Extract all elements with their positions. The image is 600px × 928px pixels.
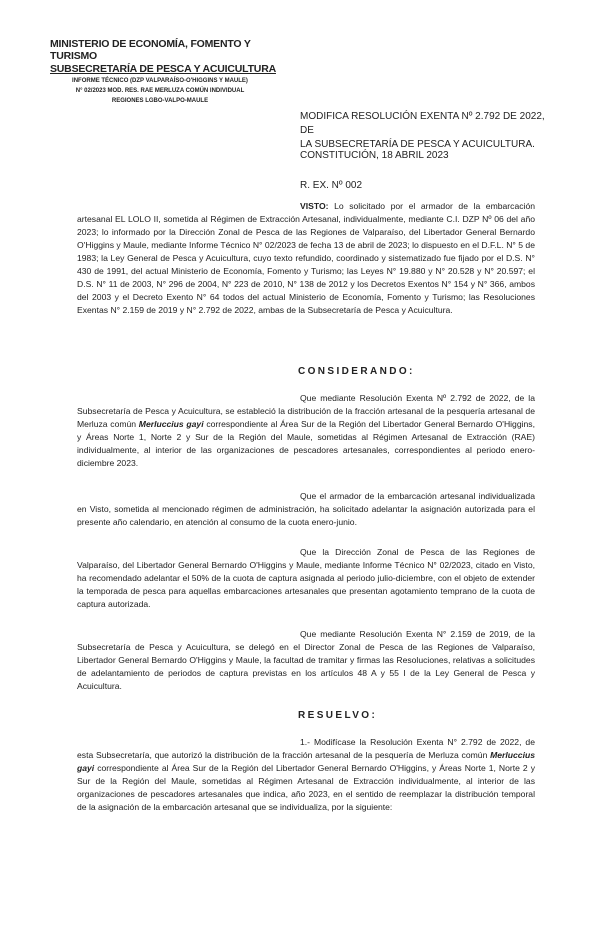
species-name-2: Merluccius gayi (77, 750, 536, 773)
visto-paragraph (77, 200, 535, 317)
letterhead-line-5: REGIONES LGBO-VALPO-MAULE (111, 98, 209, 104)
resuelvo-p1-text-b: correspondiente al Área Sur de la Región del Libertador General Bernardo O'Higgins, y Áreas Norte 1, Norte 2 y Sur de la Región del Maule, sometidas al Régimen Artesanal de Extracción individualmente, al interior de las organizaciones de pescadores artesanales que indica, año 2023, en el sentido de reemplazar la distribución temporal de la asignación de la embarcación artesanal que se individualiza, por la siguiente: (77, 763, 535, 812)
species-name: Merluccius gayi (138, 419, 204, 429)
resuelvo-paragraph-1 (77, 736, 535, 814)
letterhead-line-4: N° 02/2023 MOD. RES. RAE MERLUZA COMÚN INDIVIDUAL (75, 88, 245, 94)
considerando-paragraph-2: Que el armador de la embarcación artesanal individualizada en Visto, sometida al mencionado régimen de administración, ha solicitado adelantar la asignación autorizada para el presente año calendario, en atención al consumo de la cuota enero-junio. (77, 491, 535, 527)
resolution-number: R. EX. Nº 002 (300, 180, 363, 191)
considerando-heading: CONSIDERANDO: (298, 366, 415, 377)
considerando-paragraph-3: Que la Dirección Zonal de Pesca de las Regiones de Valparaíso, del Libertador General Bernardo O'Higgins y Maule, mediante Informe Técnico N° 02/2023, citado en Visto, ha recomendado adelantar el 50% de la cuota de captura asignada al periodo julio-diciembre, con el objeto de extender la temporada de pesca para aquellas embarcaciones artesanales que presentan agotamiento temprano de la cuota de captura autorizada. (77, 547, 535, 609)
visto-text: Lo solicitado por el armador de la embarcación artesanal EL LOLO II, sometida al Régimen de Extracción Artesanal, individualmente, mediante C.I. DZP Nº 06 del año 2023; lo informado por la Dirección Zonal de Pesca de las Regiones de Valparaíso, del Libertador General Bernardo O'Higgins y Maule, mediante Informe Técnico N° 02/2023 de fecha 13 de abril de 2023; lo dispuesto en el D.F.L. N° 5 de 1983; la Ley General de Pesca y Acuicultura, cuyo texto refundido, coordinado y sistematizado fue fijado por el D.S. N° 430 de 1991, del actual Ministerio de Economía, Fomento y Turismo; las Leyes N° 19.880 y N° 20.528 y N° 20.597; el D.S. N° 11 de 2003, N° 296 de 2004, N° 223 de 2010, N° 138 de 2012 y los Decretos Exentos N° 154 y N° 366, ambos del 2003 y el Decreto Exento N° 64 todos del actual Ministerio de Economía, Fomento y Turismo; las Resoluciones Exentas N° 2.159 de 2019 y N° 2.792 de 2022, ambas de la Subsecretaría de Pesca y Acuicultura. (77, 201, 536, 315)
resuelvo-heading: RESUELVO: (298, 710, 378, 721)
resuelvo-p1-text-a: 1.- Modifícase la Resolución Exenta N° 2.792 de 2022, de esta Subsecretaría, que autorizó la distribución de la fracción artesanal de la pesquería de Merluza común (77, 737, 535, 760)
place-date: CONSTITUCIÓN, 18 ABRIL 2023 (300, 150, 449, 161)
considerando-paragraph-4: Que mediante Resolución Exenta N° 2.159 de 2019, de la Subsecretaría de Pesca y Acuicultura, se delegó en el Director Zonal de Pesca de las Regiones de Valparaíso, Libertador General Bernardo O'Higgins y Maule, la facultad de tramitar y firmas las Resoluciones, relativas a solicitudes de adelantamiento de periodos de captura previstas en los artículos 48 A y 55 I de la Ley General de Pesca y Acuicultura. (77, 629, 535, 691)
ministry-name: MINISTERIO DE ECONOMÍA, FOMENTO Y TURISMO (50, 38, 251, 62)
subsecretaria-name: SUBSECRETARÍA DE PESCA Y ACUICULTURA (50, 63, 276, 75)
letterhead-line-3: INFORME TÉCNICO (DZP VALPARAÍSO-O'HIGGINS Y MAULE) (72, 78, 248, 84)
title-line-2: LA SUBSECRETARÍA DE PESCA Y ACUICULTURA. (300, 139, 535, 150)
title-line-1: MODIFICA RESOLUCIÓN EXENTA Nº 2.792 DE 2022, DE (300, 111, 545, 136)
considerando-paragraph-1 (77, 392, 535, 470)
letterhead (50, 38, 290, 105)
considerando-p1-text-b: correspondiente al Área Sur de la Región del Libertador General Bernardo O'Higgins, y Áreas Norte 1, Norte 2 y Sur de la Región del Maule, sometidas al Régimen Artesanal de Extracción (RAE) individualmente, al interior de las organizaciones de pescadores artesanales, correspondientes al periodo enero-diciembre 2023. (77, 419, 535, 468)
resolution-title (300, 110, 560, 152)
visto-label: VISTO: (300, 201, 329, 211)
considerando-p1-text-a: Que mediante Resolución Exenta Nº 2.792 de 2022, de la Subsecretaría de Pesca y Acuicultura, se estableció la distribución de la fracción artesanal de la pesquería artesanal de Merluza común (77, 393, 535, 429)
